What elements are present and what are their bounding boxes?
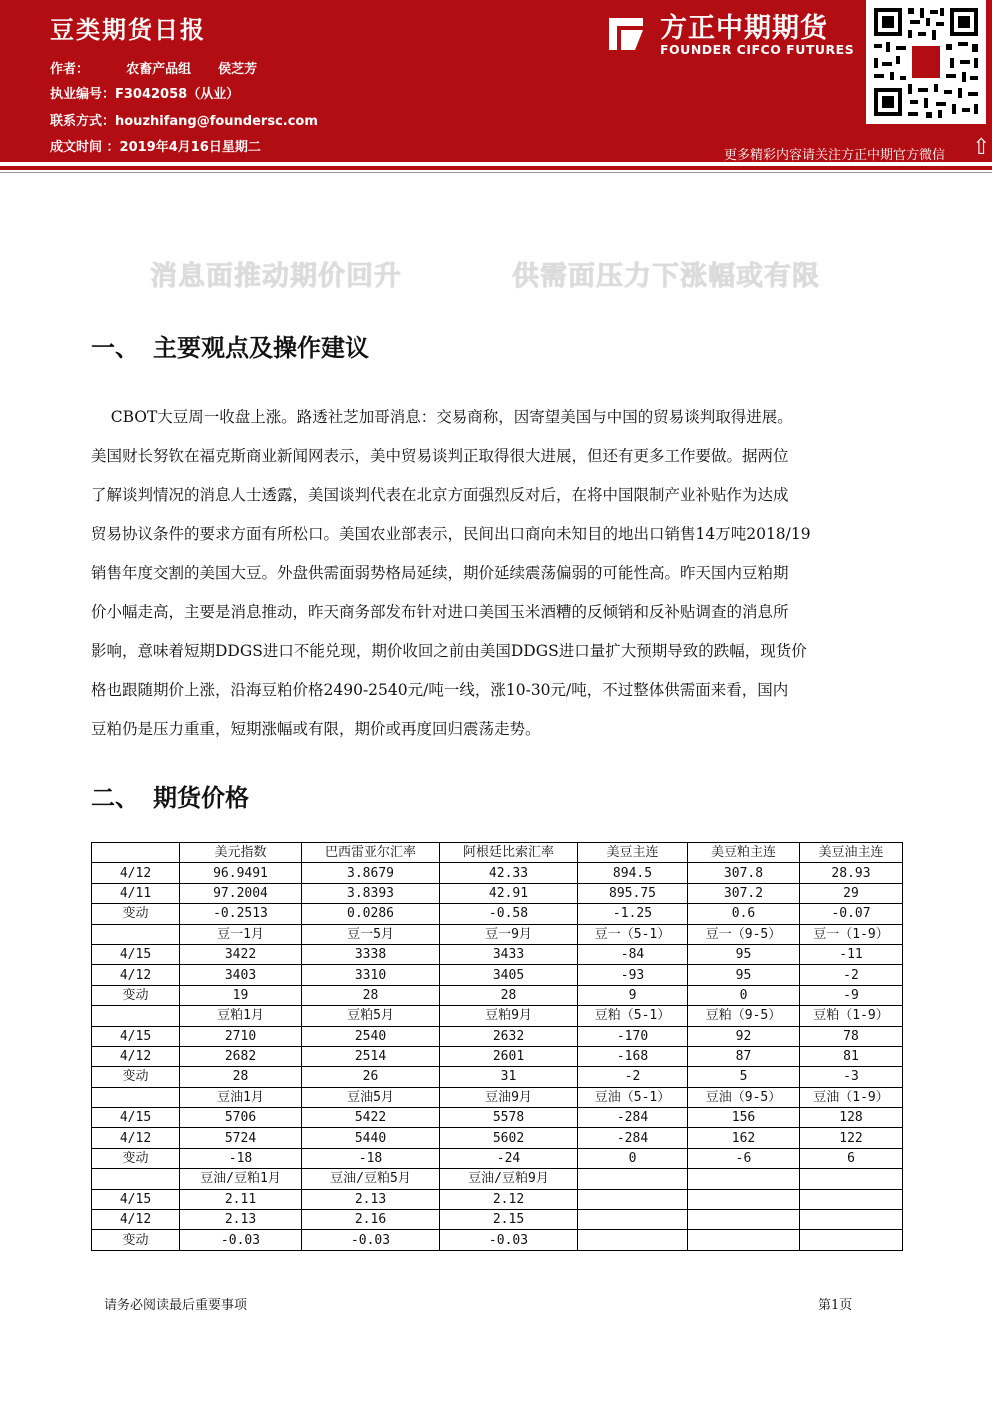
row-label-cell: 4/15: [92, 944, 180, 964]
row-label-cell: 4/15: [92, 1108, 180, 1128]
table-cell: 3.8679: [302, 863, 440, 883]
report-series-title: 豆类期货日报: [50, 16, 206, 44]
table-cell: -9: [800, 985, 903, 1005]
row-label-cell: 4/15: [92, 1189, 180, 1209]
table-cell: [800, 1230, 903, 1250]
table-cell: 3422: [180, 944, 302, 964]
table-cell: -18: [180, 1148, 302, 1168]
table-cell: 美元指数: [180, 843, 302, 863]
table-cell: 5578: [440, 1108, 578, 1128]
paragraph-line: CBOT大豆周一收盘上涨。路透社芝加哥消息：交易商称，因寄望美国与中国的贸易谈判取得进展。: [91, 408, 793, 426]
section-number: 一、: [91, 334, 139, 362]
table-cell: 5: [688, 1067, 800, 1087]
table-cell: 81: [800, 1046, 903, 1066]
author-line: [50, 58, 257, 77]
table-cell: -24: [440, 1148, 578, 1168]
wechat-qr-code[interactable]: [866, 0, 986, 124]
table-cell: 0.6: [688, 904, 800, 924]
table-cell: -93: [578, 965, 688, 985]
table-cell: 28: [440, 985, 578, 1005]
section-title: 期货价格: [153, 784, 249, 812]
table-cell: 豆粕5月: [302, 1006, 440, 1026]
table-cell: 2514: [302, 1046, 440, 1066]
table-cell: [578, 1189, 688, 1209]
table-cell: -84: [578, 944, 688, 964]
row-label-cell: [92, 843, 180, 863]
table-cell: 307.2: [688, 883, 800, 903]
report-header: [0, 0, 992, 162]
table-cell: [578, 1169, 688, 1189]
table-cell: 6: [800, 1148, 903, 1168]
row-label-cell: 4/12: [92, 1046, 180, 1066]
table-row: [92, 924, 903, 944]
report-title-right: 供需面压力下涨幅或有限: [512, 261, 820, 292]
table-cell: 78: [800, 1026, 903, 1046]
table-cell: 28: [302, 985, 440, 1005]
summary-paragraph: [91, 398, 903, 749]
table-cell: 豆一5月: [302, 924, 440, 944]
table-cell: 87: [688, 1046, 800, 1066]
table-cell: -0.03: [302, 1230, 440, 1250]
table-cell: [688, 1210, 800, 1230]
wechat-tagline: 更多精彩内容请关注方正中期官方微信: [724, 148, 946, 163]
table-cell: 5602: [440, 1128, 578, 1148]
table-cell: -170: [578, 1026, 688, 1046]
table-cell: 豆一（5-1）: [578, 924, 688, 944]
table-cell: 2.15: [440, 1210, 578, 1230]
section-heading-1: [91, 328, 369, 363]
table-cell: 5706: [180, 1108, 302, 1128]
section-title: 主要观点及操作建议: [153, 334, 369, 362]
table-cell: -284: [578, 1108, 688, 1128]
row-label-cell: 4/12: [92, 1128, 180, 1148]
table-cell: -0.03: [440, 1230, 578, 1250]
table-cell: 95: [688, 965, 800, 985]
table-cell: 豆油（1-9）: [800, 1087, 903, 1107]
table-cell: -168: [578, 1046, 688, 1066]
paragraph-line: 价小幅走高，主要是消息推动，昨天商务部发布针对进口美国玉米酒糟的反倾销和反补贴调查的消息所: [91, 603, 789, 621]
table-cell: 28.93: [800, 863, 903, 883]
row-label-cell: [92, 1087, 180, 1107]
table-cell: -2: [800, 965, 903, 985]
table-cell: 894.5: [578, 863, 688, 883]
table-cell: 2710: [180, 1026, 302, 1046]
table-cell: 2.13: [302, 1189, 440, 1209]
table-cell: 豆一（9-5）: [688, 924, 800, 944]
report-date: 成文时间 ：2019年4月16日星期二: [50, 140, 261, 155]
row-label-cell: 4/12: [92, 863, 180, 883]
row-label-cell: 变动: [92, 1230, 180, 1250]
table-cell: 122: [800, 1128, 903, 1148]
table-cell: 豆油/豆粕9月: [440, 1169, 578, 1189]
table-cell: 3403: [180, 965, 302, 985]
brand-name-en: FOUNDER CIFCO FUTURES: [660, 42, 855, 57]
table-cell: 42.91: [440, 883, 578, 903]
table-cell: 9: [578, 985, 688, 1005]
table-row: [92, 1189, 903, 1209]
founder-logo-icon: [605, 12, 647, 54]
paragraph-line: 了解谈判情况的消息人士透露，美国谈判代表在北京方面强烈反对后，在将中国限制产业补贴作为达成: [91, 486, 789, 504]
table-row: [92, 1046, 903, 1066]
table-cell: 28: [180, 1067, 302, 1087]
table-cell: [800, 1210, 903, 1230]
table-cell: 156: [688, 1108, 800, 1128]
table-cell: 2632: [440, 1026, 578, 1046]
page-number: 第1页: [818, 1298, 853, 1313]
table-cell: 42.33: [440, 863, 578, 883]
table-row: [92, 1148, 903, 1168]
table-cell: -0.07: [800, 904, 903, 924]
table-cell: 豆油（9-5）: [688, 1087, 800, 1107]
row-label-cell: 4/12: [92, 965, 180, 985]
row-label-cell: 4/11: [92, 883, 180, 903]
paragraph-line: 格也跟随期价上涨，沿海豆粕价格2490-2540元/吨一线，涨10-30元/吨，不过整体供需面来看，国内: [91, 681, 789, 699]
row-label-cell: 变动: [92, 1067, 180, 1087]
table-cell: 162: [688, 1128, 800, 1148]
table-cell: 2540: [302, 1026, 440, 1046]
row-label-cell: 变动: [92, 985, 180, 1005]
author-label: 作者：: [50, 62, 90, 77]
row-label-cell: [92, 924, 180, 944]
table-row: [92, 1169, 903, 1189]
table-cell: 97.2004: [180, 883, 302, 903]
table-row: [92, 883, 903, 903]
table-cell: 3310: [302, 965, 440, 985]
up-arrow-icon: ⇧: [972, 134, 991, 160]
paragraph-line: 销售年度交割的美国大豆。外盘供需面弱势格局延续，期价延续震荡偏弱的可能性高。昨天国内豆粕期: [91, 564, 789, 582]
table-cell: 0.0286: [302, 904, 440, 924]
author-group: 农畜产品组: [126, 62, 192, 77]
paragraph-line: 豆粕仍是压力重重，短期涨幅或有限，期价或再度回归震荡走势。: [91, 720, 541, 738]
table-row: [92, 965, 903, 985]
table-cell: 895.75: [578, 883, 688, 903]
row-label-cell: 4/12: [92, 1210, 180, 1230]
table-row: [92, 1006, 903, 1026]
table-cell: -0.2513: [180, 904, 302, 924]
table-cell: 5724: [180, 1128, 302, 1148]
table-cell: -1.25: [578, 904, 688, 924]
table-cell: 2.11: [180, 1189, 302, 1209]
table-cell: 2682: [180, 1046, 302, 1066]
table-cell: 5440: [302, 1128, 440, 1148]
table-cell: 2601: [440, 1046, 578, 1066]
table-row: [92, 904, 903, 924]
table-cell: 3433: [440, 944, 578, 964]
table-cell: [688, 1189, 800, 1209]
paragraph-line: 美国财长努钦在福克斯商业新闻网表示，美中贸易谈判正取得很大进展，但还有更多工作要做。据两位: [91, 447, 789, 465]
row-label-cell: 4/15: [92, 1026, 180, 1046]
table-cell: 2.12: [440, 1189, 578, 1209]
row-label-cell: [92, 1006, 180, 1026]
table-row: [92, 1210, 903, 1230]
table-cell: 豆粕1月: [180, 1006, 302, 1026]
table-row: [92, 1087, 903, 1107]
table-cell: 3338: [302, 944, 440, 964]
table-cell: 96.9491: [180, 863, 302, 883]
table-cell: 豆粕9月: [440, 1006, 578, 1026]
table-row: [92, 843, 903, 863]
footer-disclaimer: 请务必阅读最后重要事项: [104, 1298, 248, 1313]
license-number: 执业编号：F3042058（从业）: [50, 87, 240, 102]
table-cell: 阿根廷比索汇率: [440, 843, 578, 863]
contact-info[interactable]: 联系方式：houzhifang@foundersc.com: [50, 114, 318, 129]
table-row: [92, 1128, 903, 1148]
table-cell: [688, 1169, 800, 1189]
table-cell: -0.58: [440, 904, 578, 924]
table-cell: [578, 1230, 688, 1250]
table-cell: 美豆主连: [578, 843, 688, 863]
table-cell: 0: [578, 1148, 688, 1168]
table-cell: -3: [800, 1067, 903, 1087]
table-cell: 5422: [302, 1108, 440, 1128]
table-row: [92, 1026, 903, 1046]
table-row: [92, 1067, 903, 1087]
table-cell: 豆一（1-9）: [800, 924, 903, 944]
table-cell: 美豆油主连: [800, 843, 903, 863]
table-cell: 31: [440, 1067, 578, 1087]
table-cell: 豆粕（5-1）: [578, 1006, 688, 1026]
futures-price-table: [91, 842, 903, 1251]
table-cell: 2.16: [302, 1210, 440, 1230]
row-label-cell: 变动: [92, 1148, 180, 1168]
table-row: [92, 863, 903, 883]
table-cell: 豆油（5-1）: [578, 1087, 688, 1107]
table-cell: 29: [800, 883, 903, 903]
table-cell: 美豆粕主连: [688, 843, 800, 863]
row-label-cell: 变动: [92, 904, 180, 924]
table-cell: 307.8: [688, 863, 800, 883]
table-cell: 2.13: [180, 1210, 302, 1230]
table-cell: [800, 1169, 903, 1189]
brand-name-cn: 方正中期期货: [660, 13, 828, 44]
header-divider-gray: [0, 172, 992, 173]
table-cell: -2: [578, 1067, 688, 1087]
table-cell: -18: [302, 1148, 440, 1168]
table-cell: 豆粕（9-5）: [688, 1006, 800, 1026]
table-cell: 92: [688, 1026, 800, 1046]
table-cell: 豆油5月: [302, 1087, 440, 1107]
table-cell: 128: [800, 1108, 903, 1128]
paragraph-line: 影响，意味着短期DDGS进口不能兑现，期价收回之前由美国DDGS进口量扩大预期导致的跌幅，现货价: [91, 642, 807, 660]
author-name: 侯芝芳: [218, 62, 258, 77]
table-cell: -6: [688, 1148, 800, 1168]
table-cell: 巴西雷亚尔汇率: [302, 843, 440, 863]
row-label-cell: [92, 1169, 180, 1189]
table-cell: 3405: [440, 965, 578, 985]
table-row: [92, 1230, 903, 1250]
table-cell: -11: [800, 944, 903, 964]
table-row: [92, 985, 903, 1005]
paragraph-line: 贸易协议条件的要求方面有所松口。美国农业部表示，民间出口商向未知目的地出口销售14万吨2018/19: [91, 525, 811, 543]
table-cell: 豆一9月: [440, 924, 578, 944]
table-cell: -284: [578, 1128, 688, 1148]
table-row: [92, 1108, 903, 1128]
table-cell: -0.03: [180, 1230, 302, 1250]
table-row: [92, 944, 903, 964]
table-cell: [800, 1189, 903, 1209]
header-divider-red: [0, 166, 992, 170]
table-cell: 豆一1月: [180, 924, 302, 944]
table-cell: 0: [688, 985, 800, 1005]
table-cell: [578, 1210, 688, 1230]
table-cell: 19: [180, 985, 302, 1005]
section-number: 二、: [91, 784, 139, 812]
table-cell: 豆油1月: [180, 1087, 302, 1107]
table-cell: 豆粕（1-9）: [800, 1006, 903, 1026]
table-cell: 豆油/豆粕1月: [180, 1169, 302, 1189]
section-heading-2: [91, 778, 249, 813]
table-cell: 3.8393: [302, 883, 440, 903]
table-cell: [688, 1230, 800, 1250]
table-cell: 豆油9月: [440, 1087, 578, 1107]
table-cell: 95: [688, 944, 800, 964]
table-cell: 26: [302, 1067, 440, 1087]
report-title-left: 消息面推动期价回升: [150, 261, 402, 292]
table-cell: 豆油/豆粕5月: [302, 1169, 440, 1189]
